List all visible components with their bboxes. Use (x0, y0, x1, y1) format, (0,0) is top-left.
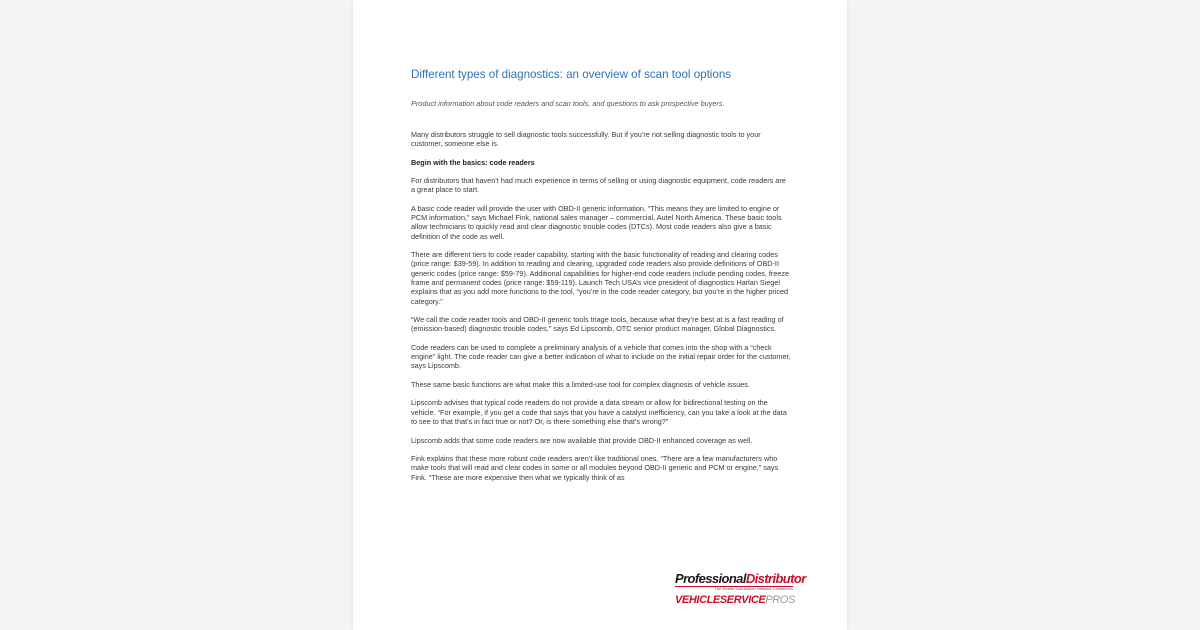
logo-pd-part1: Professional (675, 571, 746, 586)
logo-vsp-part2: PROS (765, 594, 795, 606)
paragraph: Code readers can be used to complete a preliminary analysis of a vehicle that comes into the shop with a “check engine” light. The code reader can give a better indication of what to include on the initial repair order for the customer, says Lipscomb. (411, 342, 791, 371)
paragraph: Lipscomb advises that typical code readers do not provide a data stream or allow for bidirectional testing on the vehicle. “For example, if you get a code that says that you have a catalyst inefficiency, can you take a look at the data to see to that that’s in fact true or not? Or, is there something else that’s wrong?” (411, 398, 787, 427)
paragraph: Many distributors struggle to sell diagnostic tools successfully. But if you’re not selling diagnostic tools to your customer, someone else is. (411, 130, 761, 149)
page-title: Different types of diagnostics: an overview of scan tool options (411, 68, 732, 81)
section-heading: Begin with the basics: code readers (411, 157, 535, 167)
logo-pd-part2: Distributor (745, 571, 806, 586)
logo-vsp-part1: VEHICLESERVICE (675, 594, 766, 606)
article-body (411, 68, 791, 491)
paragraph: Fink explains that these more robust code readers aren’t like traditional ones. “There are a few manufacturers who make tools that will read and clear codes in some or all modules beyond OBD-II generic and PCM or engine,” says Fink. “These are more expensive then what we typically think of as (411, 454, 779, 482)
vehicle-service-pros-logo (675, 594, 793, 606)
professional-distributor-logo (675, 571, 806, 586)
paragraph: These same basic functions are what make this a limited-use tool for complex diagnosis of vehicle issues. (411, 379, 750, 389)
paragraph: A basic code reader will provide the user with OBD-II generic information. “This means they are limited to engine or PCM information,” says Michael Fink, national sales manager – commercial, Autel North America. These basic tools allow technicians to quickly read and clear diagnostic trouble codes (DTCs). Most code readers also give a basic definition of the code as well. (411, 203, 782, 241)
document-page (353, 0, 847, 630)
paragraph: Lipscomb adds that some code readers are now available that provide OBD-II enhanced coverage as well. (411, 435, 753, 445)
paragraph: “We call the code reader tools and OBD-II generic tools triage tools, because what they’re best at is a fast reading of (emission-based) diagnostic trouble codes,” says Ed Lipscomb, OTC senior product manager, Global Diagnostics. (411, 315, 784, 334)
logo-tagline: The Mobile Distribution Network Connection (675, 586, 793, 592)
article-subtitle: Product information about code readers and scan tools, and questions to ask prospective buyers. (411, 99, 725, 108)
brand-logos (675, 571, 806, 606)
paragraph: For distributors that haven’t had much experience in terms of selling or using diagnostic equipment, code readers are a great place to start. (411, 175, 786, 195)
paragraph: There are different tiers to code reader capability, starting with the basic functionality of reading and clearing codes (price range: $39-59). In addition to reading and clearing, upgraded code readers also provide definitions of OBD-II generic codes (price range: $59-79). Additional capabilities for higher-end code readers include pending codes, freeze frame and permanent codes (price range: $59-119). Launch Tech USA’s vice president of diagnostics Harlan Siegel explains that as you add more functions to the tool, “you’re in the code reader category, but you’re in the higher priced category.” (411, 250, 790, 306)
